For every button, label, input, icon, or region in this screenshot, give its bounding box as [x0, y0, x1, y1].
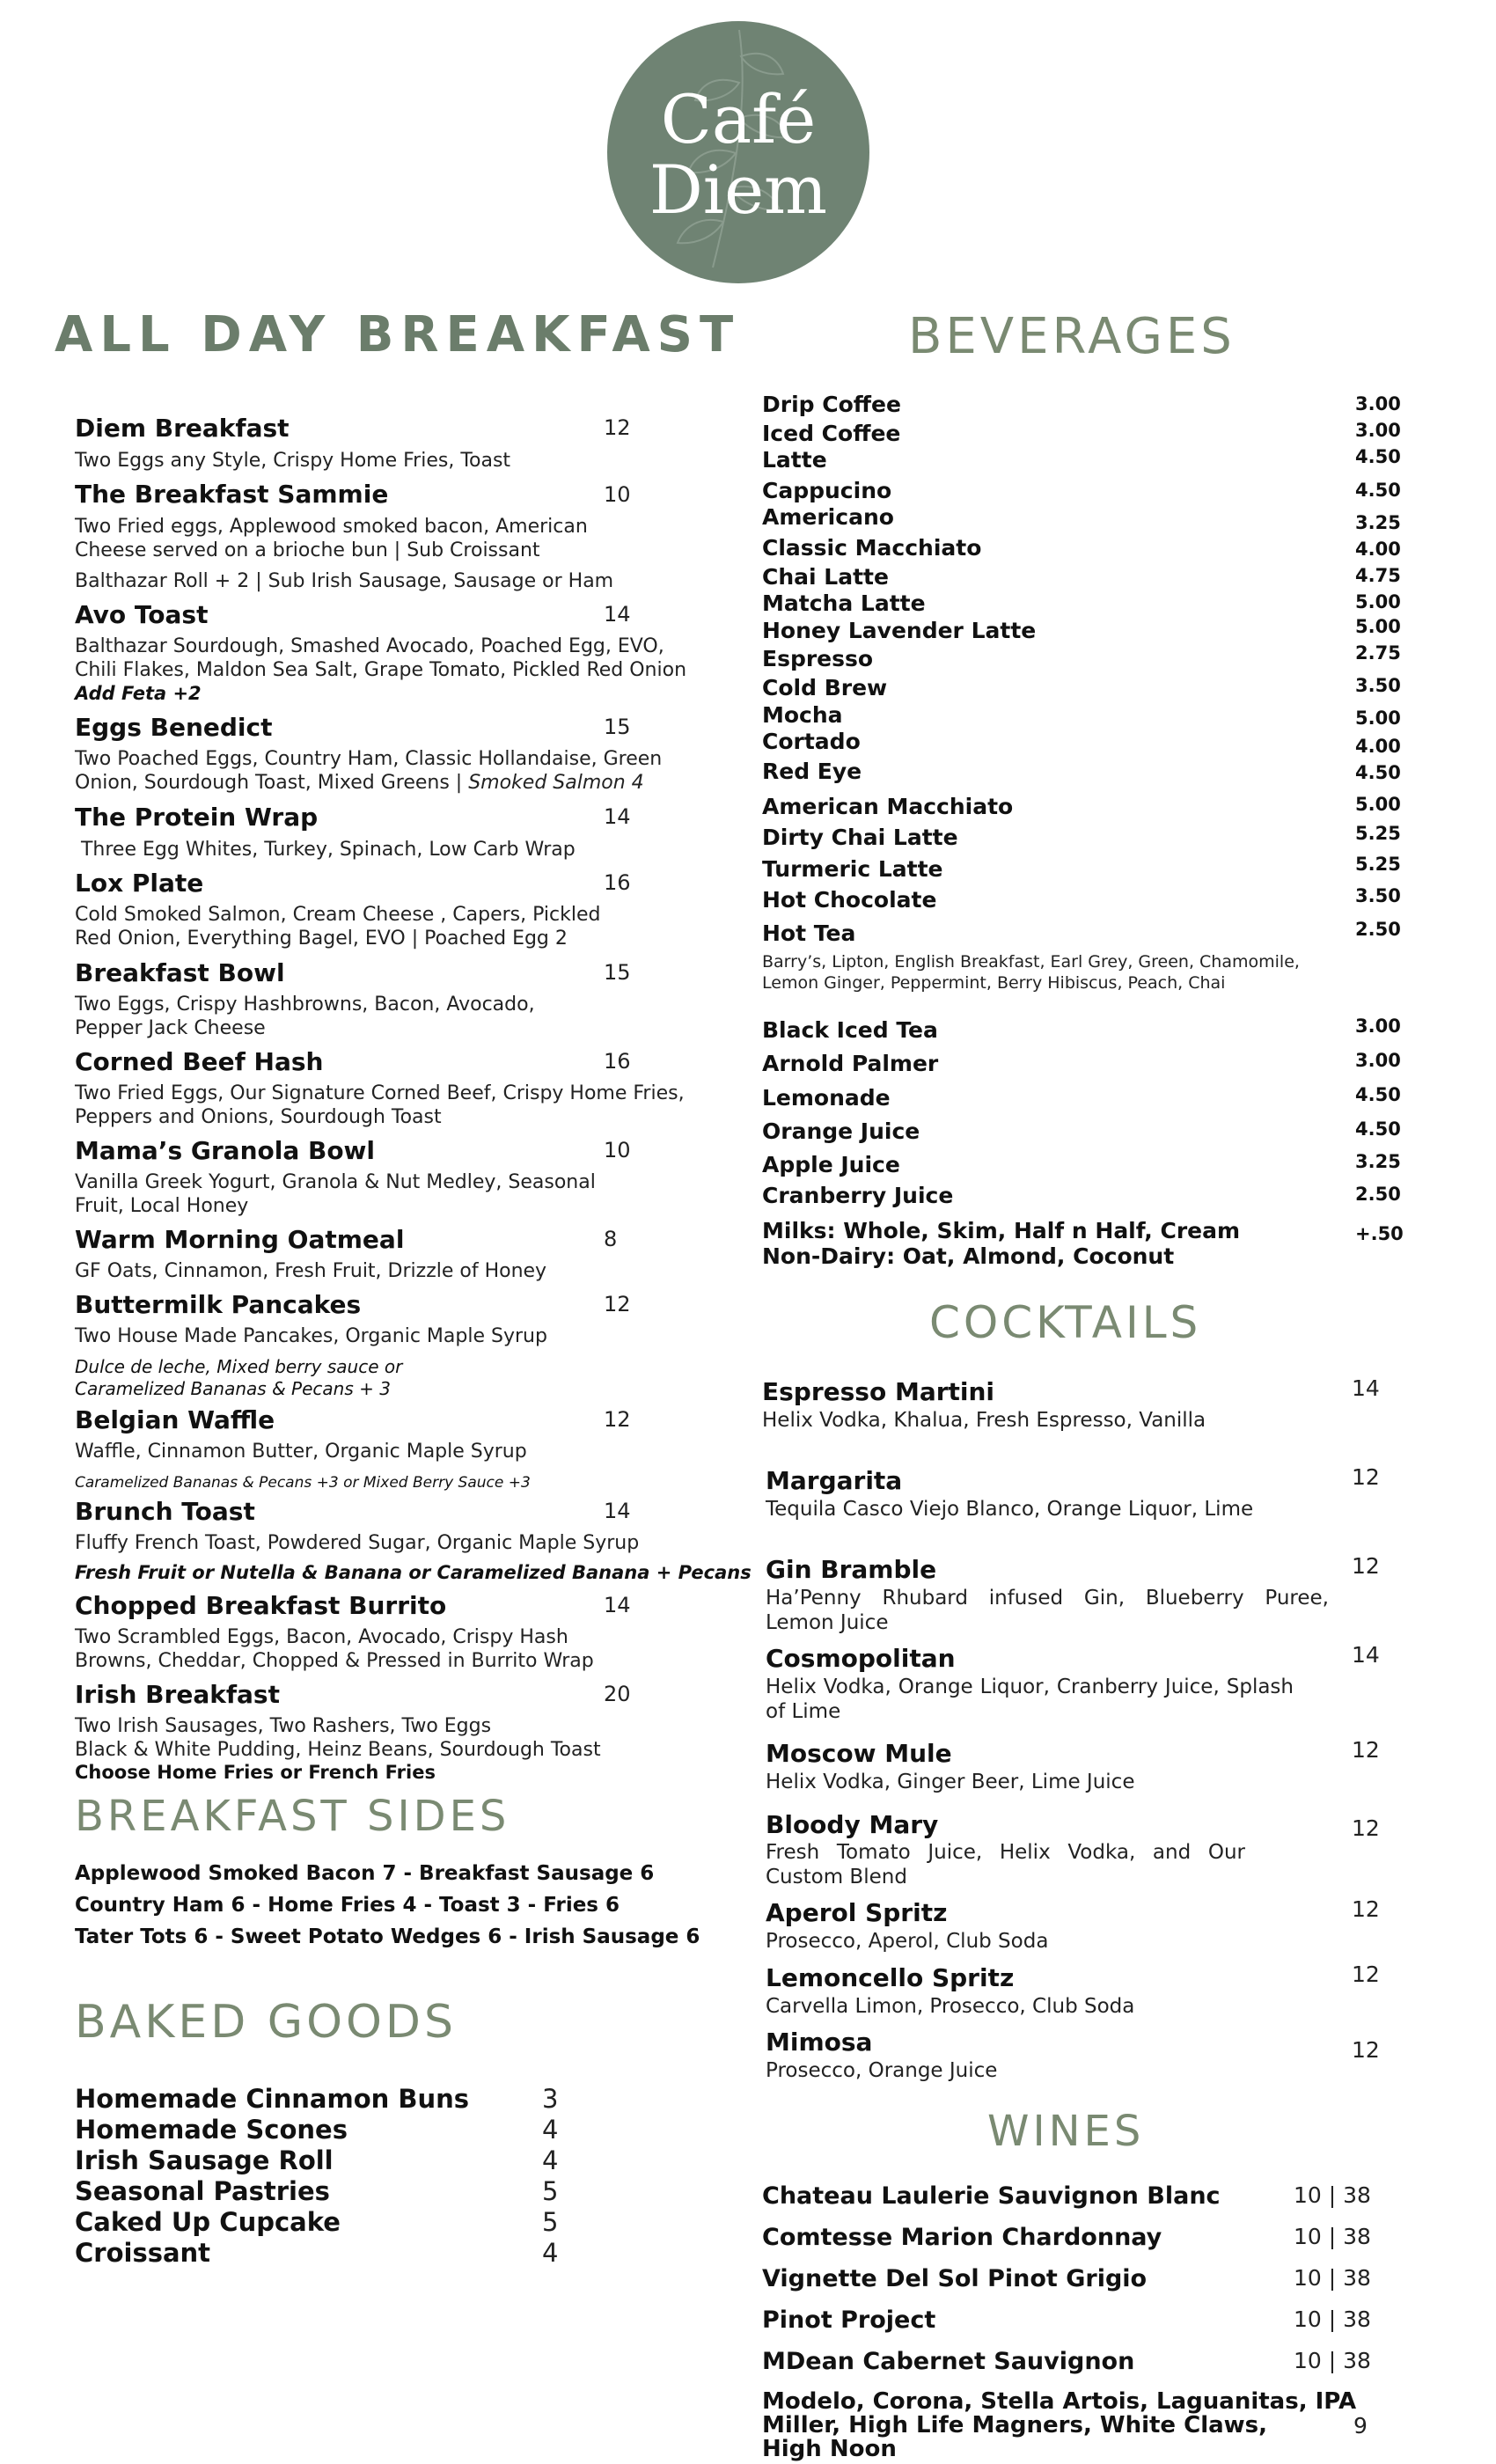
beverage-price: 4.50 — [1355, 446, 1401, 467]
beverage-name: Hot Tea — [762, 920, 856, 946]
cocktail-desc: Fresh Tomato Juice, Helix Vodka, and Our Custom Blend — [766, 1841, 1245, 1888]
baked-item-name: Homemade Scones — [75, 2115, 348, 2145]
baked-item-name: Croissant — [75, 2238, 211, 2268]
menu-item-desc: Fluffy French Toast, Powdered Sugar, Organic Maple Syrup — [75, 1532, 640, 1554]
cocktail-price: 12 — [1352, 1962, 1380, 1987]
beverage-price: 2.50 — [1355, 1184, 1401, 1205]
beverage-price: 4.50 — [1355, 1084, 1401, 1105]
beverage-price: 4.50 — [1355, 1118, 1401, 1140]
beverage-price: 5.00 — [1355, 794, 1401, 815]
menu-item-name: Buttermilk Pancakes — [75, 1290, 362, 1319]
cocktail-name: Margarita — [766, 1466, 903, 1495]
cocktail-name: Cosmopolitan — [766, 1644, 956, 1673]
beverage-price: 3.00 — [1355, 1050, 1401, 1071]
menu-item-desc: Cold Smoked Salmon, Cream Cheese , Capers, Pickled Red Onion, Everything Bagel, EVO | Poached Egg 2 — [75, 904, 601, 950]
beverage-name: Cortado — [762, 729, 861, 754]
beverage-name: Chai Latte — [762, 564, 889, 590]
beverage-name: American Macchiato — [762, 794, 1014, 819]
beverage-price: 4.50 — [1355, 762, 1401, 783]
wine-name: MDean Cabernet Sauvignon — [762, 2348, 1135, 2375]
beverage-price: 2.50 — [1355, 919, 1401, 940]
logo-text-diem: Diem — [649, 150, 828, 229]
beverage-price: 5.00 — [1355, 591, 1401, 612]
beverage-name: Matcha Latte — [762, 590, 926, 616]
menu-item-name: Irish Breakfast — [75, 1680, 280, 1709]
wine-price: 10 | 38 — [1294, 2306, 1371, 2332]
menu-item-desc: Three Egg Whites, Turkey, Spinach, Low Carb Wrap — [75, 839, 576, 861]
cocktail-price: 14 — [1352, 1375, 1380, 1401]
cocktail-price: 14 — [1352, 1642, 1380, 1668]
cocktail-name: Espresso Martini — [762, 1377, 995, 1406]
menu-item-addon: Dulce de leche, Mixed berry sauce or Caramelized Bananas & Pecans + 3 — [75, 1356, 403, 1399]
menu-item-addon: Choose Home Fries or French Fries — [75, 1762, 436, 1783]
menu-item-price: 16 — [604, 870, 631, 895]
cocktail-price: 12 — [1352, 1553, 1380, 1579]
cocktail-desc: Tequila Casco Viejo Blanco, Orange Liquor, Lime — [766, 1498, 1254, 1521]
beverage-price: 4.00 — [1355, 539, 1401, 560]
menu-item-price: 12 — [604, 1292, 631, 1316]
cocktail-price: 12 — [1352, 1896, 1380, 1922]
beverage-price: 5.25 — [1355, 854, 1401, 875]
beverage-price: 3.00 — [1355, 420, 1401, 441]
cafe-diem-logo — [607, 21, 869, 283]
menu-item-name: Eggs Benedict — [75, 713, 273, 742]
beverage-price: 4.50 — [1355, 480, 1401, 501]
menu-item-desc: Two Eggs any Style, Crispy Home Fries, Toast — [75, 450, 511, 472]
menu-item-price: 12 — [604, 415, 631, 440]
menu-item-desc: Two Fried Eggs, Our Signature Corned Beef, Crispy Home Fries, Peppers and Onions, Sourdough Toast — [75, 1082, 685, 1128]
beverage-price: 4.75 — [1355, 565, 1401, 586]
beverage-price: 3.50 — [1355, 675, 1401, 696]
beverage-price: 3.00 — [1355, 1016, 1401, 1037]
baked-item-price: 5 — [542, 2176, 559, 2206]
sides-line: Applewood Smoked Bacon 7 - Breakfast Sausage 6 — [75, 1862, 655, 1885]
beverage-name: Orange Juice — [762, 1118, 920, 1144]
menu-item-name: Brunch Toast — [75, 1497, 255, 1526]
menu-item-price: 10 — [604, 482, 631, 507]
menu-item-price: 14 — [604, 804, 631, 829]
cocktail-desc: Helix Vodka, Khalua, Fresh Espresso, Vanilla — [762, 1409, 1206, 1432]
beverage-desc: Barry’s, Lipton, English Breakfast, Earl Grey, Green, Chamomile, Lemon Ginger, Peppermint, Berry Hibiscus, Peach, Chai — [762, 952, 1300, 993]
beverage-price: 5.25 — [1355, 823, 1401, 844]
beverage-price: 5.00 — [1355, 708, 1401, 729]
baked-item-price: 4 — [542, 2238, 559, 2268]
beverage-name: Cranberry Juice — [762, 1183, 954, 1208]
beverage-name: Turmeric Latte — [762, 856, 943, 882]
beverage-name: Mocha — [762, 702, 843, 728]
wine-name: Pinot Project — [762, 2306, 936, 2334]
cocktail-name: Bloody Mary — [766, 1810, 939, 1839]
cocktail-price: 12 — [1352, 1464, 1380, 1490]
beverage-name: Americano — [762, 504, 894, 530]
beverage-price: 3.50 — [1355, 885, 1401, 906]
wine-price: 10 | 38 — [1294, 2182, 1371, 2208]
menu-item-name: The Breakfast Sammie — [75, 480, 389, 509]
baked-goods-heading: BAKED GOODS — [75, 1996, 457, 2049]
menu-item-price: 15 — [604, 960, 631, 985]
menu-item-desc: Vanilla Greek Yogurt, Granola & Nut Medley, Seasonal Fruit, Local Honey — [75, 1171, 596, 1217]
beverage-price: 3.25 — [1355, 1151, 1401, 1172]
wine-price: 10 | 38 — [1294, 2348, 1371, 2373]
menu-item-name: Avo Toast — [75, 600, 209, 629]
menu-item-price: 16 — [604, 1049, 631, 1074]
menu-item-desc: Balthazar Sourdough, Smashed Avocado, Poached Egg, EVO, Chili Flakes, Maldon Sea Salt, Grape Tomato, Pickled Red Onion — [75, 635, 687, 681]
beer-list-line: High Noon — [762, 2436, 897, 2462]
menu-item-desc: Two Fried eggs, Applewood smoked bacon, American Cheese served on a brioche bun | Sub Croissant — [75, 516, 588, 561]
menu-item-price: 14 — [604, 1499, 631, 1523]
beverage-name: Black Iced Tea — [762, 1017, 938, 1043]
beverage-name: Espresso — [762, 646, 874, 671]
menu-item-desc: Two Scrambled Eggs, Bacon, Avocado, Crispy Hash Browns, Cheddar, Chopped & Pressed in Burrito Wrap — [75, 1626, 594, 1672]
menu-item-name: Belgian Waffle — [75, 1405, 275, 1434]
cocktail-desc: Prosecco, Aperol, Club Soda — [766, 1930, 1049, 1953]
cocktail-price: 12 — [1352, 1815, 1380, 1841]
baked-item-name: Caked Up Cupcake — [75, 2207, 341, 2237]
sides-heading: BREAKFAST SIDES — [75, 1792, 510, 1841]
cocktail-name: Aperol Spritz — [766, 1898, 948, 1927]
beer-price: 9 — [1353, 2413, 1368, 2438]
wine-name: Comtesse Marion Chardonnay — [762, 2224, 1162, 2251]
cocktail-name: Lemoncello Spritz — [766, 1963, 1015, 1992]
menu-item-name: Diem Breakfast — [75, 414, 290, 443]
wine-name: Chateau Laulerie Sauvignon Blanc — [762, 2182, 1221, 2210]
baked-item-price: 3 — [542, 2084, 559, 2114]
beverage-name: Milks: Whole, Skim, Half n Half, Cream — [762, 1218, 1241, 1243]
menu-item-desc: Two Poached Eggs, Country Ham, Classic Hollandaise, Green Onion, Sourdough Toast, Mixed Greens | Smoked Salmon 4 — [75, 748, 663, 794]
menu-item-desc: Waffle, Cinnamon Butter, Organic Maple Syrup — [75, 1441, 527, 1463]
menu-item-name: Chopped Breakfast Burrito — [75, 1591, 447, 1620]
beverage-name: Hot Chocolate — [762, 887, 937, 913]
baked-item-name: Irish Sausage Roll — [75, 2145, 334, 2175]
menu-item-price: 12 — [604, 1407, 631, 1432]
cocktail-price: 12 — [1352, 2037, 1380, 2063]
cocktail-name: Moscow Mule — [766, 1739, 952, 1768]
beverage-name: Honey Lavender Latte — [762, 618, 1037, 643]
beverage-name: Non-Dairy: Oat, Almond, Coconut — [762, 1243, 1175, 1269]
cocktail-name: Gin Bramble — [766, 1555, 937, 1584]
beverage-name: Arnold Palmer — [762, 1051, 939, 1076]
menu-item-name: Breakfast Bowl — [75, 958, 285, 987]
cocktail-name: Mimosa — [766, 2028, 873, 2057]
beverage-price: 3.25 — [1355, 512, 1401, 533]
baked-item-name: Seasonal Pastries — [75, 2176, 330, 2206]
wine-price: 10 | 38 — [1294, 2265, 1371, 2291]
beverage-name: Lemonade — [762, 1085, 891, 1111]
menu-item-price: 14 — [604, 1593, 631, 1617]
beverage-name: Latte — [762, 447, 827, 473]
beverage-price: 4.00 — [1355, 736, 1401, 757]
beverage-name: Cappucino — [762, 478, 892, 503]
menu-item-name: Warm Morning Oatmeal — [75, 1225, 405, 1254]
logo-text-cafe: Café — [660, 80, 817, 158]
menu-item-name: Corned Beef Hash — [75, 1047, 324, 1076]
menu-item-price: 14 — [604, 602, 631, 627]
cocktail-desc: Helix Vodka, Orange Liquor, Cranberry Juice, Splash of Lime — [766, 1676, 1294, 1723]
cocktails-heading: COCKTAILS — [929, 1297, 1202, 1348]
menu-item-name: The Protein Wrap — [75, 803, 319, 832]
wine-price: 10 | 38 — [1294, 2224, 1371, 2249]
beverages-heading: BEVERAGES — [908, 308, 1236, 365]
beverage-name: Iced Coffee — [762, 421, 901, 446]
beverage-name: Drip Coffee — [762, 392, 901, 417]
wines-heading: WINES — [987, 2107, 1145, 2156]
menu-item-price: 10 — [604, 1138, 631, 1162]
cocktail-desc: Ha’Penny Rhubard infused Gin, Blueberry Puree, Lemon Juice — [766, 1587, 1329, 1634]
menu-item-price: 8 — [604, 1227, 618, 1251]
menu-item-desc: Two House Made Pancakes, Organic Maple Syrup — [75, 1325, 547, 1347]
menu-item-desc: Black & White Pudding, Heinz Beans, Sourdough Toast — [75, 1739, 601, 1761]
beverage-name: Dirty Chai Latte — [762, 825, 958, 850]
beverage-name: Red Eye — [762, 759, 862, 784]
menu-item-name: Mama’s Granola Bowl — [75, 1136, 376, 1165]
menu-item-price: 20 — [604, 1682, 631, 1706]
baked-item-price: 4 — [542, 2115, 559, 2145]
beer-list-line: Miller, High Life Magners, White Claws, — [762, 2412, 1268, 2438]
sides-line: Tater Tots 6 - Sweet Potato Wedges 6 - Irish Sausage 6 — [75, 1925, 700, 1948]
baked-item-name: Homemade Cinnamon Buns — [75, 2084, 470, 2114]
baked-item-price: 5 — [542, 2207, 559, 2237]
wine-name: Vignette Del Sol Pinot Grigio — [762, 2265, 1148, 2292]
menu-item-name: Lox Plate — [75, 869, 204, 898]
sides-line: Country Ham 6 - Home Fries 4 - Toast 3 - Fries 6 — [75, 1894, 620, 1917]
beverage-name: Classic Macchiato — [762, 535, 982, 561]
menu-item-addon: Caramelized Bananas & Pecans +3 or Mixed Berry Sauce +3 — [75, 1474, 531, 1492]
beverage-name: Cold Brew — [762, 675, 888, 700]
beverage-price: 2.75 — [1355, 642, 1401, 664]
breakfast-heading: ALL DAY BREAKFAST — [55, 306, 741, 363]
cocktail-desc: Helix Vodka, Ginger Beer, Lime Juice — [766, 1771, 1135, 1793]
cocktail-price: 12 — [1352, 1737, 1380, 1763]
menu-item-desc: Two Eggs, Crispy Hashbrowns, Bacon, Avocado, Pepper Jack Cheese — [75, 994, 535, 1039]
cocktail-desc: Prosecco, Orange Juice — [766, 2059, 998, 2082]
menu-item-desc: GF Oats, Cinnamon, Fresh Fruit, Drizzle of Honey — [75, 1260, 547, 1282]
menu-item-desc: Balthazar Roll + 2 | Sub Irish Sausage, Sausage or Ham — [75, 570, 614, 592]
beverage-price: 5.00 — [1355, 616, 1401, 637]
beer-list-line: Modelo, Corona, Stella Artois, Laguanitas, IPA — [762, 2388, 1357, 2415]
cocktail-desc: Carvella Limon, Prosecco, Club Soda — [766, 1995, 1135, 2018]
beverage-price: 3.00 — [1355, 393, 1401, 414]
menu-item-addon: Fresh Fruit or Nutella & Banana or Caramelized Banana + Pecans — [75, 1562, 752, 1583]
beverage-price: +.50 — [1355, 1223, 1404, 1244]
menu-item-price: 15 — [604, 715, 631, 739]
baked-item-price: 4 — [542, 2145, 559, 2175]
menu-item-desc: Two Irish Sausages, Two Rashers, Two Eggs — [75, 1715, 492, 1737]
menu-item-addon: Add Feta +2 — [75, 683, 202, 704]
beverage-name: Apple Juice — [762, 1152, 900, 1177]
